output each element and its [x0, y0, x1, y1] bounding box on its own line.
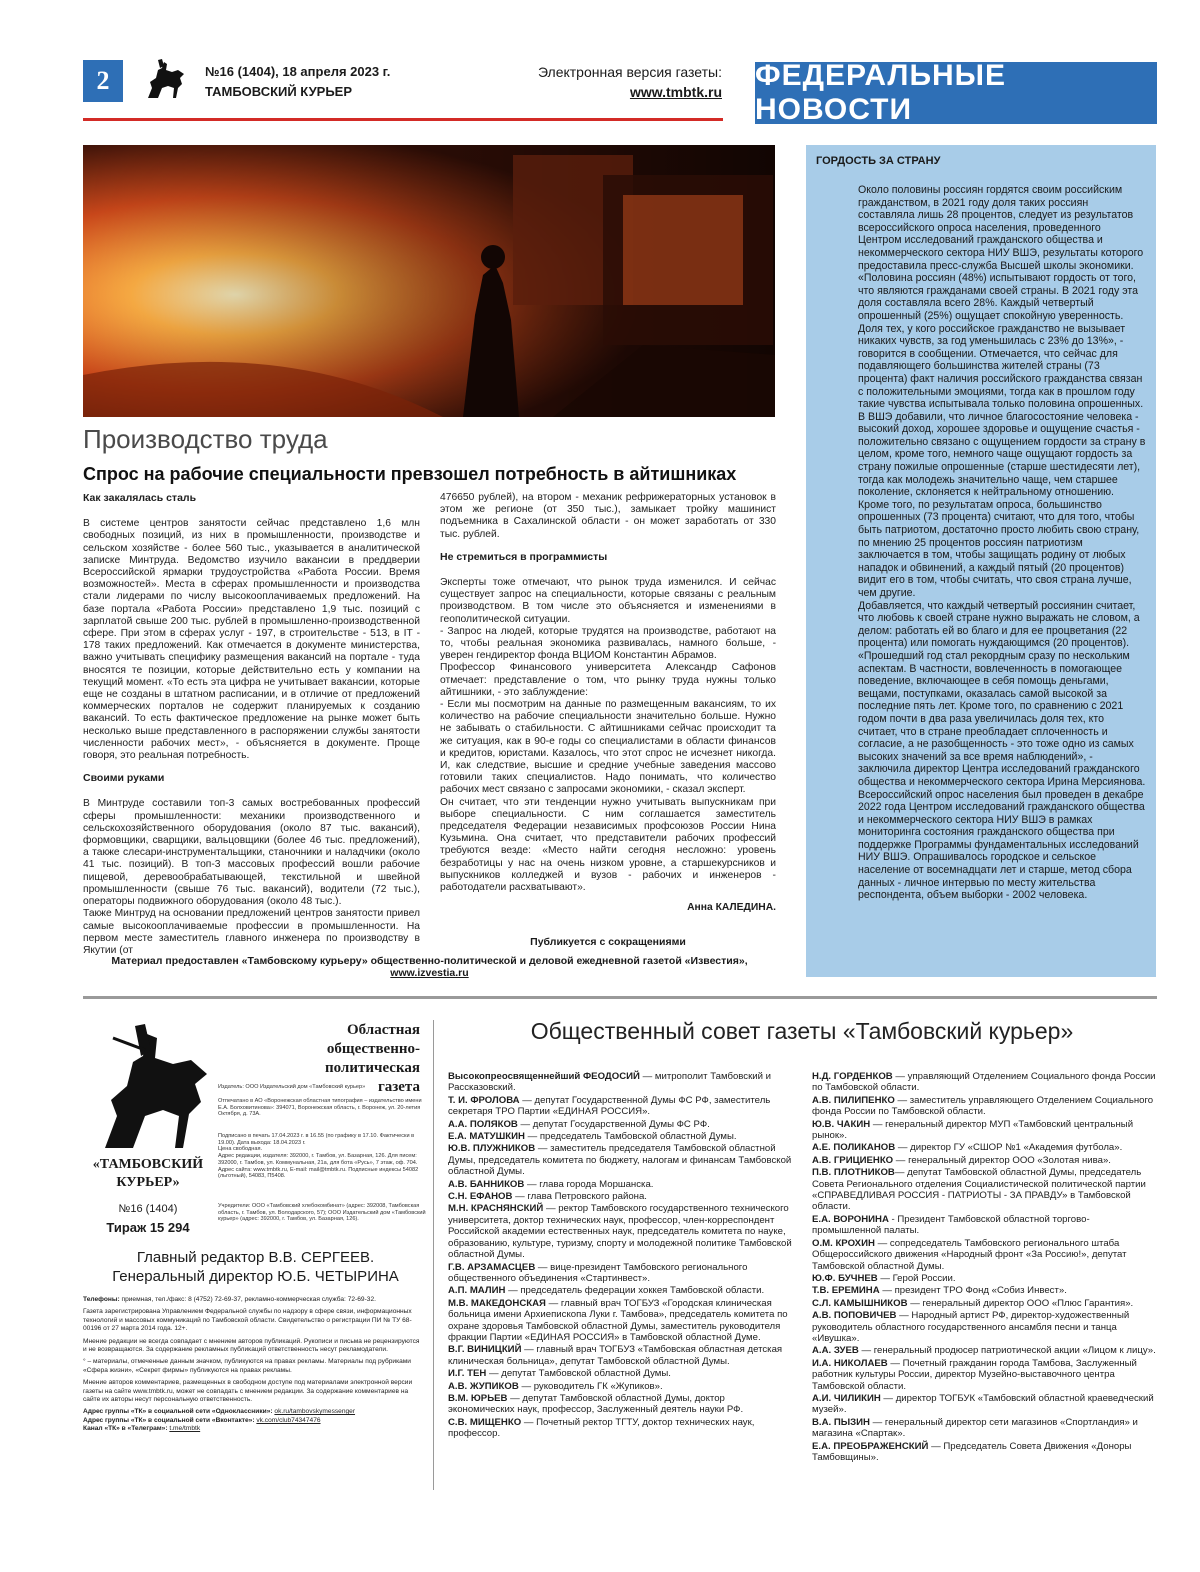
council-member-name: Т. И. ФРОЛОВА [448, 1094, 520, 1106]
council-member-name: С.Н. ЕФАНОВ [448, 1191, 513, 1203]
issue-info [205, 62, 390, 102]
publisher: Издатель: ООО Издательский дом «Тамбовский курьер» [218, 1084, 366, 1090]
paragraph: В системе центров занятости сейчас представлено 1,6 млн свободных позиций, из них в промышленности, производстве и сельском хозяйстве - более 560 тыс., указывается в аналитической записке Минтруда. Ведомство изучило вакансии в преддверии Всероссийской ярмарки трудоустройства «Работа России. Время возможностей». Места в сферах промышленности и производства стали лидерами по числу высокооплачиваемых предложений. На базе портала «Работа России» представлено 1,9 тыс. позиций с зарплатой свыше 200 тыс. рублей в промышленно-производственной сфере. При этом в сферах услуг - 197, в строительстве - 513, в IT - 178 таких предложений. Как отмечается в документе министерства, важно учитывать специфику размещения вакансий на портале - туда вносятся те позиции, которые действительно есть у компании на текущий момент. «То есть эта цифра не учитывает вакансии, которые еще не созданы в штатном расписании, и в отличие от предложений коммерческих порталов не содержит планируемых к созданию вакансий. То есть фактическое предложение на рынке может быть несколько выше представленного в распоряжении службы занятости численности рабочих мест», - объясняется в документе. Проще говоря, это реальная потребность. [83, 518, 420, 762]
council-member-role: — главный врач ТОГБУЗ «Городская клиническая больница имени Архиепископа Луки г. Тамбова», председатель комитета по охране здоровья Тамбовской областной Думы, заместитель руководителя фракции Партии «ЕДИНАЯ РОССИЯ» в Тамбовской областной Думе. [448, 1297, 788, 1343]
subheading: Как закалялась сталь [83, 492, 197, 504]
imprint-printing [218, 1098, 428, 1118]
council-member-role: — заместитель управляющего Отделением Социального фонда России по Тамбовской области. [812, 1094, 1154, 1118]
council-member [812, 1155, 1158, 1166]
council-member-role: — Герой России. [877, 1272, 956, 1284]
council-member [448, 1368, 792, 1379]
council-member [812, 1238, 1158, 1272]
paragraph: Эксперты тоже отмечают, что рынок труда изменился. И сейчас существует запрос на специальности, которые связаны с реальным производством. В том числе это объясняется и изменениями в геополитической ситуации. [440, 577, 776, 625]
council-member-name: А.А. ПОЛЯКОВ [448, 1118, 518, 1130]
council-member [812, 1310, 1158, 1344]
council-member-name: Ю.В. ПЛУЖНИКОВ [448, 1143, 536, 1155]
paragraph: 476650 рублей), на втором - механик рефрижераторных установок в этом же регионе (от 350 тыс.), замыкает тройку машинист подъемника в Сахалинской области - он может заработать от 330 тыс. рублей. [440, 492, 776, 540]
council-member-name: Высокопреосвященнейший ФЕОДОСИЙ [448, 1071, 640, 1082]
council-member-name: Ю.Ф. БУЧНЕВ [812, 1272, 878, 1284]
council-member [448, 1417, 792, 1440]
subheading: Не стремиться в программисты [440, 550, 608, 563]
council-member [448, 1285, 792, 1296]
tg-label: Канал «ТК» в «Телеграм»: [83, 1425, 168, 1433]
council-title: Общественный совет газеты «Тамбовский курьер» [530, 1018, 1074, 1044]
electronic-version [530, 62, 722, 102]
council-member-name: А.В. ЖУПИКОВ [448, 1380, 519, 1392]
ok-label: Адрес группы «ТК» в социальной сети «Одноклассники»: [83, 1408, 273, 1416]
social-tg [83, 1425, 423, 1433]
council-member-name: А.В. ГРИЦИЕНКО [812, 1154, 894, 1166]
council-member-role: — генеральный директор ООО «Плюс Гарантия». [907, 1297, 1134, 1309]
source-text: Материал предоставлен «Тамбовскому курьеру» общественно-политической и деловой ежедневной газетой «Известия», [111, 955, 748, 967]
council-member-role: — президент ТРО Фонд «Собиз Инвест». [879, 1285, 1067, 1297]
council-member-name: А.В. ПОПОВИЧЕВ [812, 1310, 897, 1322]
council-member [812, 1393, 1158, 1416]
imprint-management [83, 1248, 428, 1286]
social-ok [83, 1408, 423, 1416]
council-member-role: — генеральный директор ООО «Золотая нива». [893, 1154, 1111, 1166]
phones-label: Телефоны: [83, 1296, 120, 1303]
paragraph: - Если мы посмотрим на данные по размещенным вакансиям, то их количество на рабочие специальности значительно больше. Нужно не забывать о стабильности. С айтишниками сейчас происходит та же ситуация, как в 90-е годы со специалистами в области финансов и кредитов, юристами. Казалось, что этот спрос не исчезнет никогда. И, как следствие, высшие и средние учебные заведения массово готовили таких специалистов. Надо понимать, что количество рабочих мест связано с запросами экономики, - сказал эксперт. [440, 699, 776, 796]
brand-line: «ТАМБОВСКИЙ [92, 1157, 204, 1172]
council-member [448, 1179, 792, 1190]
phones-value: приемная, тел./факс: 8 (4752) 72-69-37, рекламно-коммерческая служба: 72-69-32. [121, 1296, 376, 1303]
council-column-2 [812, 1071, 1158, 1464]
source-note [83, 955, 776, 979]
council-member [448, 1071, 792, 1094]
council-member [812, 1142, 1158, 1153]
council-member-name: А.И. ЧИЛИКИН [812, 1392, 881, 1404]
council-member [812, 1273, 1158, 1284]
author-signature: Анна КАЛЕДИНА. [687, 902, 776, 914]
council-member [448, 1191, 792, 1202]
issue-date: №16 (1404), 18 апреля 2023 г. [205, 64, 391, 79]
council-member [448, 1262, 792, 1285]
council-member [448, 1095, 792, 1118]
council-member [448, 1203, 792, 1260]
sidebar-paragraph: В ВШЭ добавили, что личное благосостояние человека - высокий доход, хорошее здоровье и ощущение счастья - положительно связано с ощущением гордости за страну в целом, кроме того, немного чаще ощущают гордость за страну пожилые опрошенные (старше шестидесяти лет), тогда как молодежь значительно чаще, чем старшее поколение, склоняется к нейтральному отношению. [858, 410, 1146, 499]
imprint-title-line: политическая газета [324, 1060, 420, 1095]
council-member [812, 1285, 1158, 1296]
paragraph: - Запрос на людей, которые трудятся на производстве, работают на то, чтобы реальная экономика развивалась, намного больше, - уверен гендиректор фонда ВЦИОМ Константин Абрамов. [440, 625, 776, 662]
tg-link[interactable]: t.me/tmbtk [169, 1425, 201, 1433]
article-headline: Спрос на рабочие специальности превзошел потребность в айтишниках [83, 464, 737, 484]
chief-editor: Главный редактор В.В. СЕРГЕЕВ. [136, 1249, 375, 1266]
council-member [448, 1344, 792, 1367]
council-member-name: С.В. МИЩЕНКО [448, 1416, 522, 1428]
council-member-role: — генеральный директор МУП «Тамбовский центральный рынок». [812, 1118, 1134, 1142]
council-member-role: — Народный артист РФ, директор-художественный руководитель областного государственного ансамбля песни и танца «Ивушка». [812, 1310, 1130, 1344]
opinion-disclaimer: Мнение редакции не всегда совпадает с мнением авторов публикаций. Рукописи и письма не рецензируются и не возвращаются. За содержание рекламных публикаций ответственность несут рекламодатели. [83, 1337, 420, 1354]
council-member-role: — ректор Тамбовского государственного технического университета, доктор технических наук, профессор, член-корреспондент Российской академии естественных наук, председатель комитета по науке, образованию, культуре, туризму, спорту и молодежной политике Тамбовской областной Думы. [448, 1203, 792, 1261]
council-member-role: — председатель Тамбовской областной Думы. [524, 1131, 737, 1143]
phones [83, 1296, 423, 1304]
registration: Газета зарегистрирована Управлением Федеральной службы по надзору в сфере связи, информационных технологий и массовых коммуникаций по Тамбовской области. Свидетельство о регистрации ПИ № ТУ 68-00196 от 27 марта 2014 года. 12+. [83, 1308, 412, 1333]
council-member [812, 1345, 1158, 1356]
council-member [812, 1071, 1158, 1094]
council-member-role: — сопредседатель Тамбовского регионального штаба Общероссийского движения «Народный фронт «За Россию!», депутат Тамбовской областной Думы. [812, 1237, 1127, 1272]
imprint-brand [83, 1156, 213, 1192]
paragraph: Профессор Финансового университета Александр Сафонов отмечает: представление о том, что рынку труда нужны только айтишники, - это заблуждение: [440, 662, 776, 698]
imprint-circulation: Тираж 15 294 [106, 1220, 190, 1235]
council-member-role: — Почетный гражданин города Тамбова, Заслуженный работник культуры России, директор Музейно-выставочного центра Тамбовской области. [812, 1357, 1137, 1392]
sidebar-paragraph: Всероссийский опрос населения был проведен в декабре 2022 года Центром исследований гражданского общества и некоммерческого сектора НИУ ВШЭ в рамках мониторинга состояния гражданского общества при поддержке Программы фундаментальных исследований НИУ ВШЭ. Опрашивалось городское и сельское население от восемнадцати лет и старше, метод сбора данных - личное интервью по месту жительства респондента, объем выборки - 2002 человека. [858, 788, 1145, 902]
council-member [812, 1417, 1158, 1440]
imprint-signed [218, 1133, 428, 1180]
council-member-role: — главный врач ТОГБУЗ «Тамбовская областная детская клиническая больница», депутат Тамбовской областной Думы. [448, 1344, 783, 1367]
council-member-name: А.В. БАННИКОВ [448, 1178, 525, 1190]
horse-rider-logo-icon [140, 58, 190, 106]
council-member-name: П.В. ПЛОТНИКОВ [812, 1167, 895, 1179]
council-member-role: — депутат Тамбовской областной Думы, председатель Совета Регионального отделения Социалистической политической партии «СПРАВЕДЛИВАЯ РОССИЯ - ПАТРИОТЫ - ЗА ПРАВДУ» в Тамбовской области. [812, 1167, 1146, 1213]
council-member-role: — митрополит Тамбовский и Рассказовский. [448, 1071, 772, 1094]
council-column-1 [448, 1071, 792, 1441]
council-member [448, 1119, 792, 1130]
paragraph: Также Минтруд на основании предложений центров занятости привел самые высокооплачиваемые профессии в промышленности. На первом месте заместитель главного инженера по производству в Якутии (от [83, 908, 420, 956]
council-member-role: — руководитель ГК «Жупиков». [518, 1380, 663, 1392]
general-director: Генеральный директор Ю.Б. ЧЕТЫРИНА [112, 1268, 399, 1285]
ads-disclaimer: ° – материалы, отмеченные данным значком, публикуются на правах рекламы. Материалы под рубриками «Сфера жизни», «Секрет фирмы» публикуются на правах рекламы. [83, 1358, 411, 1374]
council-member [812, 1214, 1158, 1237]
signed-info: Подписано в печать 17.04.2023 г. в 16.55 (по графику в 17.10. Фактически в 19.00). Дата выхода: 18.04.2023 г. [218, 1133, 415, 1146]
council-member-role: — управляющий Отделением Социального фонда России по Тамбовской области. [812, 1071, 1156, 1094]
ok-link[interactable]: ok.ru/tambovskymessenger [274, 1408, 356, 1416]
imprint-title-line: Областная [347, 1022, 420, 1038]
article-rubric: Производство труда [83, 424, 328, 454]
section-divider [83, 996, 1157, 999]
council-member-name: Е.А. ВОРОНИНА [812, 1213, 889, 1225]
council-member-name: М.В. МАКЕДОНСКАЯ [448, 1297, 546, 1309]
council-member [812, 1167, 1158, 1213]
column-divider [433, 1020, 434, 1490]
sidebar-paragraph: «Половина россиян (48%) испытывают гордость от того, что являются гражданами своей страны. В 2021 году эта доля составляла всего 28%. Каждый четвертый опрошенный (25%) ощущает спокойную уверенность. Доля тех, у кого российское гражданство не вызывает никаких чувств, за год уменьшилась с 23% до 13%», - говорится в сообщении. Отмечается, что сейчас для подавляющего большинства жителей страны (73 процента) факт наличия российского гражданства связан с положительными эмоциями, тогда как в прошлом году такие чувства испытывала только половина опрошенных. [858, 272, 1144, 411]
imprint-founders [218, 1203, 428, 1223]
brand-line: КУРЬЕР» [116, 1175, 180, 1190]
council-member-role: — Председатель Совета Движения «Доноры Тамбовщины». [812, 1440, 1132, 1463]
addresses-info: Адрес редакции, издателя: 392000, г. Тамбов, ул. Базарная, 126. Для писем: 392000, г. Тамбов, ул. Коммунальная, 21а, для бота «Русь», 7 этаж, оф. 704. Адрес сайта: www.tmbtk.ru, E-mail: mail@tmbtk.ru. Подписные индексы 54082 (льготный), 54083, П5408. [218, 1153, 419, 1180]
social-vk [83, 1417, 423, 1425]
council-member-name: М.Н. КРАСНЯНСКИЙ [448, 1203, 544, 1215]
council-member [448, 1298, 792, 1344]
sidebar-paragraph: Добавляется, что каждый четвертый россиянин считает, что любовь к своей стране нужно выражать не словом, а делом: работать ей во благо и для ее процветания (22 процента) или помогать нуждающимся (20 процентов). [858, 599, 1140, 650]
council-member-role: — глава Петровского района. [512, 1191, 647, 1203]
sidebar-title: ГОРДОСТЬ ЗА СТРАНУ [816, 155, 941, 167]
council-member-name: Е.А. ПРЕОБРАЖЕНСКИЙ [812, 1440, 929, 1452]
steel-worker-photo [83, 145, 775, 417]
eversion-link[interactable]: www.tmbtk.ru [629, 84, 722, 100]
council-member-role: — генеральный продюсер патриотической акции «Лицом к лицу». [858, 1345, 1156, 1357]
council-member-role: — депутат Тамбовской областной Думы. [486, 1368, 671, 1380]
council-member-name: В.Г. ВИНИЦКИЙ [448, 1344, 522, 1356]
council-member [448, 1131, 792, 1142]
paragraph: Он считает, что эти тенденции нужно учитывать выпускникам при выборе специальности. С ним соглашается заместитель председателя Федерации независимых профсоюзов России Нина Кузьмина. Она считает, что представители рабочих профессий требуются везде: «Место найти сегодня несложно: уровень безработицы у нас на очень низком уровне, а старшекурсников и выпускников колледжей и вузов - рабочих и инженеров - работодатели расхватывают». [440, 796, 776, 894]
founders-info: Учредители: ООО «Тамбовский хлебокомбинат» (адрес: 392008, Тамбовская область, г. Тамбов, ул. Володарского, 57); ООО Издательский дом «Тамбовский курьер» (адрес: 392000, г. Тамбов, ул. Базарная, 126). [218, 1203, 426, 1223]
council-member-role: — директор ТОГБУК «Тамбовский областной краеведческий музей». [812, 1392, 1154, 1416]
council-member-name: Т.В. ЕРЕМИНА [812, 1285, 880, 1297]
imprint-issue: №16 (1404) [118, 1203, 178, 1215]
imprint-details [218, 1084, 428, 1091]
council-member-name: И.А. НИКОЛАЕВ [812, 1357, 888, 1369]
council-member [448, 1143, 792, 1177]
council-member-name: Г.В. АРЗАМАСЦЕВ [448, 1261, 536, 1273]
council-member-name: В.М. ЮРЬЕВ [448, 1392, 508, 1404]
council-member-role: — Почетный ректор ТГТУ, доктор технических наук, профессор. [448, 1416, 755, 1440]
council-member-name: И.Г. ТЕН [448, 1368, 487, 1380]
printing-info: Отпечатано в АО «Воронежская областная типография – издательство имени Е.А. Болховитинова»: 394071, Воронежская область, г. Воронеж, ул. 20-летия Октября, д. 73А. [218, 1098, 422, 1118]
publication-note: Публикуется с сокращениями [530, 936, 686, 948]
paper-name: ТАМБОВСКИЙ КУРЬЕР [205, 84, 353, 99]
council-member-role: — депутат Государственной Думы ФС РФ. [517, 1118, 710, 1130]
council-member-role: — председатель федерации хоккея Тамбовской области. [505, 1285, 765, 1297]
price-info: Цена свободная. [218, 1146, 263, 1153]
council-member-role: — депутат Тамбовской областной Думы, доктор экономических наук, профессор, Заслуженный деятель науки РФ. [448, 1392, 744, 1416]
council-member-role: — вице-президент Тамбовского регионального общественного объединения «Стартинвест». [448, 1261, 748, 1284]
imprint-fine-print [83, 1296, 423, 1434]
sidebar-paragraph: Около половины россиян гордятся своим российским гражданством, в 2021 году доля таких россиян составляла лишь 28 процентов, следует из результатов всероссийского опроса населения, проведенного Центром исследований гражданского общества и некоммерческого сектора НИУ ВШЭ, результаты которого предоставила пресс-служба Высшей школы экономики. [858, 184, 1144, 272]
eversion-label: Электронная версия газеты: [537, 64, 722, 80]
article-column-2 [440, 492, 776, 915]
sidebar-paragraph: «Прошедший год стал рекордным сразу по нескольким аспектам. В частности, вовлеченность в помогающее поведение, включающее в себя помощь деньгами, вещами, поступками, оказалась самой высокой за последние пять лет. Кроме того, по сравнению с 2021 годом почти в два раза увеличилась доля тех, кто считает, что в стране преобладает сплоченность и согласие, а не разобщенность - это тоже одно из самых высоких значений за все время наблюдений», - заключила директор Центра исследований гражданского общества и некоммерческого сектора Ирина Мерсиянова. [858, 649, 1146, 788]
council-member [812, 1095, 1158, 1118]
council-member-name: А.П. МАЛИН [448, 1285, 506, 1297]
council-member-role: — директор ГУ «СШОР №1 «Академия футбола». [895, 1142, 1123, 1154]
council-member-role: — генеральный директор сети магазинов «Спортландия» и магазина «Спартак». [812, 1416, 1138, 1440]
council-member-name: В.А. ПЫЗИН [812, 1416, 870, 1428]
council-member-role: — глава города Моршанска. [524, 1178, 654, 1190]
subheading: Своими руками [83, 772, 165, 785]
council-member [812, 1441, 1158, 1464]
sidebar-body [858, 184, 1146, 902]
council-member [448, 1393, 792, 1416]
imprint-title-line: общественно- [326, 1041, 420, 1057]
comments-disclaimer: Мнение авторов комментариев, размещенных в свободном доступе под материалами электронной версии газеты на сайте www.tmbtk.ru, может не совпадать с мнением редакции. За содержание комментариев на сайте их авторы несут персональную ответственность. [83, 1379, 413, 1404]
council-member-name: А.Е. ПОЛИКАНОВ [812, 1142, 896, 1154]
council-member [812, 1119, 1158, 1142]
header-divider [83, 118, 723, 121]
council-member-role: — заместитель председателя Тамбовской областной Думы, председатель комитета по бюджету, налогам и финансам Тамбовской областной Думы. [448, 1143, 792, 1178]
council-member [812, 1358, 1158, 1392]
council-member-name: О.М. КРОХИН [812, 1237, 875, 1249]
horse-rider-emblem-icon [83, 1020, 218, 1155]
council-member-role: — депутат Государственной Думы ФС РФ, заместитель секретаря ТРО Партии «ЕДИНАЯ РОССИЯ». [448, 1094, 771, 1118]
sidebar-paragraph: Кроме того, по результатам опроса, большинство опрошенных (73 процента) считают, что для того, чтобы быть патриотом, достаточно просто любить свою страну, по мнению 25 процентов россиян патриотизм заключается в том, чтобы защищать родину от любых нападок и обвинений, а каждый пятый (20 процентов) видит его в том, чтобы считать, что своя страна лучше, чем другие. [858, 498, 1140, 599]
council-member-name: Н.Д. ГОРДЕНКОВ [812, 1071, 893, 1082]
section-rubric: ФЕДЕРАЛЬНЫЕ НОВОСТИ [755, 62, 1157, 124]
vk-label: Адрес группы «ТК» в социальной сети «Вконтакте»: [83, 1416, 255, 1424]
source-link[interactable]: www.izvestia.ru [390, 967, 469, 979]
council-member-name: А.А. ЗУЕВ [812, 1345, 859, 1357]
council-member-name: А.В. ПИЛИПЕНКО [812, 1094, 895, 1106]
article-column-1 [83, 492, 420, 957]
council-member [448, 1381, 792, 1392]
vk-link[interactable]: vk.com/club74347476 [256, 1416, 321, 1424]
paragraph: В Минтруде составили топ-3 самых востребованных профессий сферы промышленности: механики производственного и сельскохозяйственного оборудования (около 87 тыс. вакансий), формовщики, сварщики, вальцовщики (более 46 тыс. предложений), а также слесари-инструментальщики, станочники и наладчики (около 41 тыс. позиций). В топ-3 массовых профессий вошли рабочие пищевой, деревообрабатывающей, текстильной и швейной промышленности (свыше 76 тыс. вакансий), водители (72 тыс.), операторы подвижного оборудования (около 48 тыс.). [83, 798, 420, 908]
council-member [812, 1298, 1158, 1309]
council-member-name: Е.А. МАТУШКИН [448, 1131, 525, 1143]
page-number: 2 [83, 60, 123, 102]
council-member-role: - Президент Тамбовской областной торгово-промышленной палаты. [812, 1213, 1090, 1237]
council-member-name: Ю.В. ЧАКИН [812, 1118, 871, 1130]
council-member-name: С.Л. КАМЫШНИКОВ [812, 1297, 908, 1309]
